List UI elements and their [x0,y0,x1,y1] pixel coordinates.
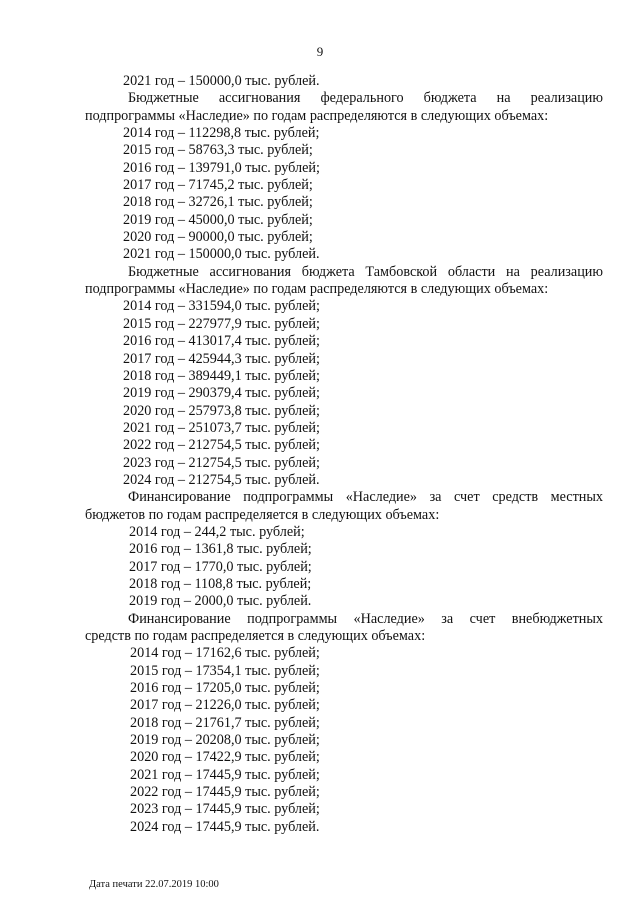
list-item: 2024 год – 17445,9 тыс. рублей. [130,818,320,835]
list-item: 2021 год – 17445,9 тыс. рублей; [130,766,320,783]
list-item: 2020 год – 257973,8 тыс. рублей; [123,402,320,419]
list-item: 2018 год – 389449,1 тыс. рублей; [123,367,320,384]
list-item: 2016 год – 17205,0 тыс. рублей; [130,680,320,697]
paragraph-federal-line1: Бюджетные ассигнования федерального бюджета на реализацию [128,90,603,107]
paragraph-regional-line1: Бюджетные ассигнования бюджета Тамбовской области на реализацию [128,263,603,280]
print-date-footer: Дата печати 22.07.2019 10:00 [89,879,219,890]
paragraph-offbudget-line1: Финансирование подпрограммы «Наследие» за счет внебюджетных [128,610,603,627]
list-item: 2015 год – 17354,1 тыс. рублей; [130,662,320,679]
list-item: 2022 год – 212754,5 тыс. рублей; [123,437,320,454]
list-item: 2023 год – 212754,5 тыс. рублей; [123,454,320,471]
paragraph-regional-line2: подпрограммы «Наследие» по годам распределяются в следующих объемах: [85,281,549,298]
list-item: 2017 год – 21226,0 тыс. рублей; [130,697,320,714]
list-item: 2016 год – 139791,0 тыс. рублей; [123,159,320,176]
document-body [85,73,603,836]
list-item: 2019 год – 20208,0 тыс. рублей; [130,732,320,749]
list-item: 2014 год – 112298,8 тыс. рублей; [123,125,320,142]
list-item: 2019 год – 290379,4 тыс. рублей; [123,385,320,402]
list-item: 2018 год – 21761,7 тыс. рублей; [130,714,320,731]
list-item: 2014 год – 244,2 тыс. рублей; [129,523,305,540]
list-item: 2021 год – 251073,7 тыс. рублей; [123,419,320,436]
list-item: 2017 год – 1770,0 тыс. рублей; [129,558,312,575]
list-item: 2020 год – 90000,0 тыс. рублей; [123,229,313,246]
list-item: 2018 год – 32726,1 тыс. рублей; [123,194,313,211]
list-item: 2024 год – 212754,5 тыс. рублей. [123,471,320,488]
list-item: 2016 год – 413017,4 тыс. рублей; [123,333,320,350]
list-item: 2019 год – 45000,0 тыс. рублей; [123,211,313,228]
list-item: 2014 год – 331594,0 тыс. рублей; [123,298,320,315]
list-item: 2022 год – 17445,9 тыс. рублей; [130,784,320,801]
list-item: 2020 год – 17422,9 тыс. рублей; [130,749,320,766]
paragraph-local-line1: Финансирование подпрограммы «Наследие» за счет средств местных [128,489,603,506]
list-item: 2016 год – 1361,8 тыс. рублей; [129,541,312,558]
list-item: 2014 год – 17162,6 тыс. рублей; [130,645,320,662]
list-item: 2017 год – 425944,3 тыс. рублей; [123,350,320,367]
list-item: 2017 год – 71745,2 тыс. рублей; [123,177,313,194]
list-item: 2019 год – 2000,0 тыс. рублей. [129,593,312,610]
paragraph-local-line2: бюджетов по годам распределяется в следующих объемах: [85,506,440,523]
paragraph-federal-line2: подпрограммы «Наследие» по годам распределяются в следующих объемах: [85,107,549,124]
list-item: 2015 год – 227977,9 тыс. рублей; [123,315,320,332]
list-item: 2015 год – 58763,3 тыс. рублей; [123,142,313,159]
list-item: 2018 год – 1108,8 тыс. рублей; [129,575,312,592]
paragraph-offbudget-line2: средств по годам распределяется в следующих объемах: [85,628,426,644]
page-number: 9 [316,44,324,59]
list-item: 2021 год – 150000,0 тыс. рублей. [123,246,320,263]
list-item: 2021 год – 150000,0 тыс. рублей. [123,73,320,89]
list-item: 2023 год – 17445,9 тыс. рублей; [130,801,320,818]
